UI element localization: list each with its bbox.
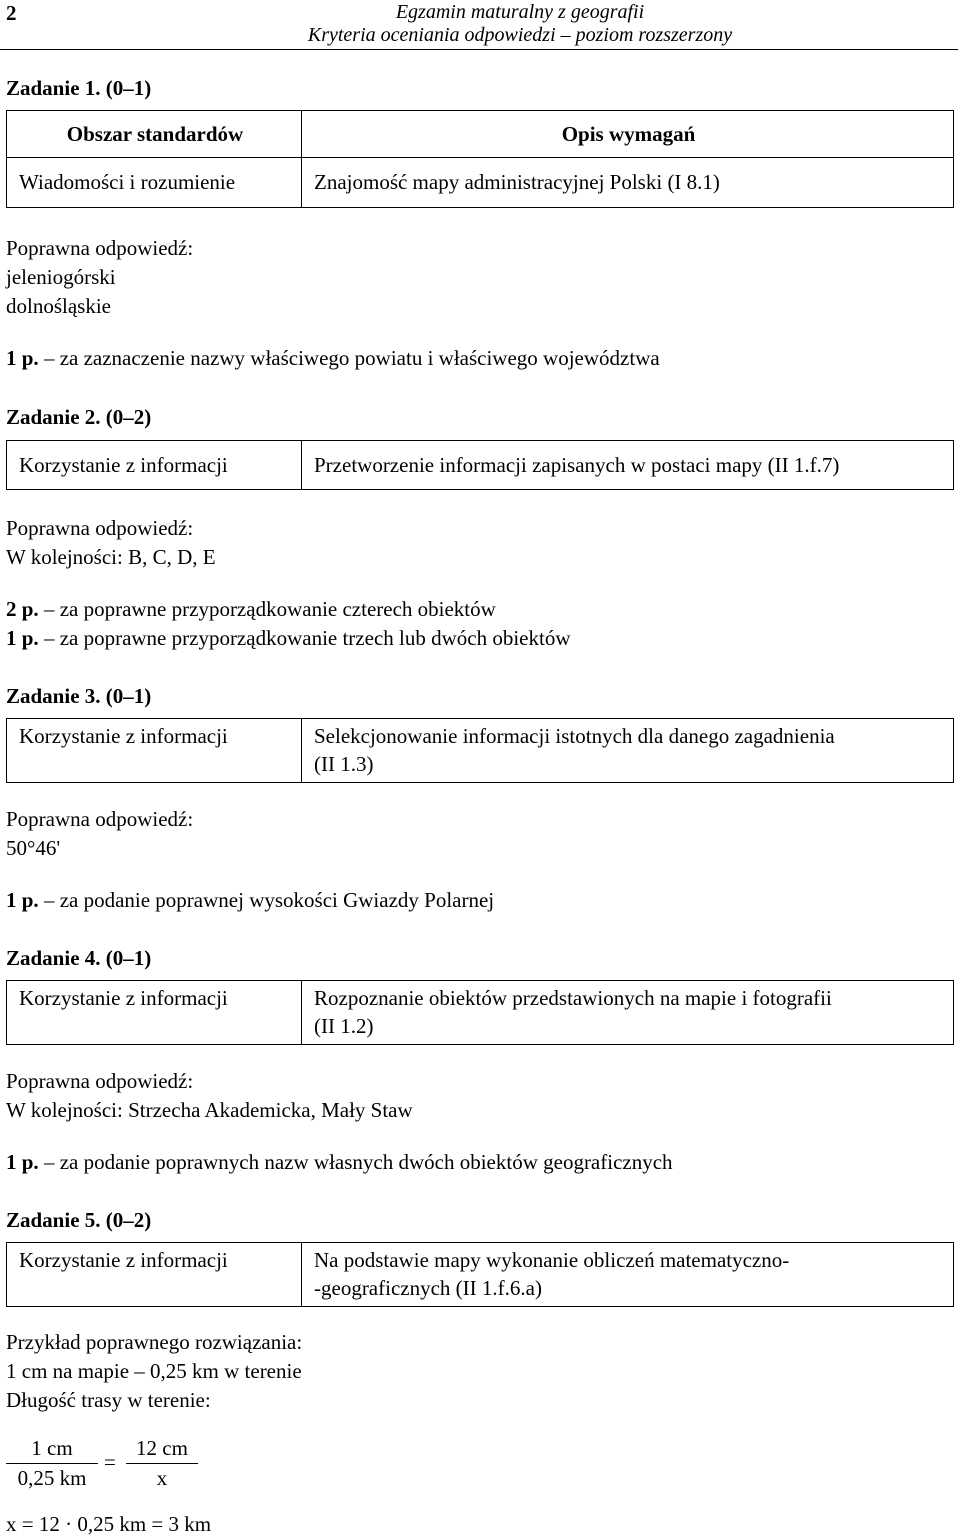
table-cell-requirement <box>302 981 954 1045</box>
task2-heading: Zadanie 2. (0–2) <box>6 405 152 429</box>
task3-scoring-line <box>6 886 494 915</box>
points: 1 p. <box>6 1150 39 1174</box>
table-header-area: Obszar standardów <box>7 111 302 158</box>
table-cell-requirement <box>302 719 954 783</box>
task1-answer-label: Poprawna odpowiedź: <box>6 236 194 260</box>
table-cell-area: Korzystanie z informacji <box>7 441 302 490</box>
task4-answer-label: Poprawna odpowiedź: <box>6 1069 194 1093</box>
requirement-line: (II 1.3) <box>314 752 374 776</box>
task4-heading: Zadanie 4. (0–1) <box>6 946 152 970</box>
task1-standards-table <box>6 110 954 208</box>
task1-answer-line: dolnośląskie <box>6 294 111 318</box>
task3-heading: Zadanie 3. (0–1) <box>6 684 152 708</box>
task5-heading: Zadanie 5. (0–2) <box>6 1208 152 1232</box>
table-header-requirements: Opis wymagań <box>302 111 954 158</box>
table-cell-requirement: Znajomość mapy administracyjnej Polski (I 8.1) <box>302 158 954 208</box>
header-title: Egzamin maturalny z geografii <box>395 1 645 23</box>
scoring-text: – za poprawne przyporządkowanie trzech lub dwóch obiektów <box>43 626 571 650</box>
table-cell-area: Korzystanie z informacji <box>7 719 302 783</box>
fraction-denominator: x <box>156 1466 168 1490</box>
points: 2 p. <box>6 597 39 621</box>
task5-solution-line: 1 cm na mapie – 0,25 km w terenie <box>6 1359 302 1383</box>
task2-answer-label: Poprawna odpowiedź: <box>6 516 194 540</box>
task5-solution-line: Długość trasy w terenie: <box>6 1388 211 1412</box>
requirement-line: Na podstawie mapy wykonanie obliczeń matematyczno- <box>314 1248 790 1272</box>
scoring-text: – za podanie poprawnej wysokości Gwiazdy Polarnej <box>43 888 495 912</box>
task4-scoring-line <box>6 1148 673 1177</box>
table-cell-requirement <box>302 1243 954 1307</box>
table-cell-area: Wiadomości i rozumienie <box>7 158 302 208</box>
task1-scoring-line <box>6 344 660 373</box>
task3-answer-line: 50°46' <box>6 836 61 860</box>
scoring-text: – za poprawne przyporządkowanie czterech obiektów <box>43 597 496 621</box>
task2-answer-line: W kolejności: B, C, D, E <box>6 545 216 569</box>
task5-example-label: Przykład poprawnego rozwiązania: <box>6 1330 303 1354</box>
scoring-text: – za zaznaczenie nazwy właściwego powiatu i właściwego województwa <box>43 346 660 370</box>
header-subtitle: Kryteria oceniania odpowiedzi – poziom rozszerzony <box>307 24 733 46</box>
requirement-line: Rozpoznanie obiektów przedstawionych na mapie i fotografii <box>314 986 832 1010</box>
points: 1 p. <box>6 626 39 650</box>
task5-standards-table <box>6 1242 954 1307</box>
page-number: 2 <box>6 1 17 25</box>
task4-standards-table <box>6 980 954 1045</box>
table-cell-area: Korzystanie z informacji <box>7 981 302 1045</box>
requirement-line: (II 1.2) <box>314 1014 374 1038</box>
table-cell-requirement: Przetworzenie informacji zapisanych w postaci mapy (II 1.f.7) <box>302 441 954 490</box>
task3-answer-label: Poprawna odpowiedź: <box>6 807 194 831</box>
points: 1 p. <box>6 888 39 912</box>
fraction-denominator: 0,25 km <box>17 1466 87 1490</box>
equals-sign: = <box>104 1450 116 1474</box>
requirement-line: Selekcjonowanie informacji istotnych dla danego zagadnienia <box>314 724 835 748</box>
task2-standards-table <box>6 440 954 490</box>
fraction-numerator: 12 cm <box>136 1436 188 1460</box>
scoring-text: – za podanie poprawnych nazw własnych dwóch obiektów geograficznych <box>43 1150 673 1174</box>
task1-answer-line: jeleniogórski <box>6 265 116 289</box>
task1-heading: Zadanie 1. (0–1) <box>6 76 152 100</box>
task4-answer-line: W kolejności: Strzecha Akademicka, Mały Staw <box>6 1098 413 1122</box>
fraction-numerator: 1 cm <box>31 1436 73 1460</box>
table-cell-area: Korzystanie z informacji <box>7 1243 302 1307</box>
requirement-line: -geograficznych (II 1.f.6.a) <box>314 1276 542 1300</box>
header-rule <box>0 49 958 50</box>
points: 1 p. <box>6 346 39 370</box>
task2-scoring-line <box>6 595 496 624</box>
task3-standards-table <box>6 718 954 783</box>
task2-scoring-line <box>6 624 571 653</box>
task5-result: x = 12 · 0,25 km = 3 km <box>6 1512 212 1536</box>
